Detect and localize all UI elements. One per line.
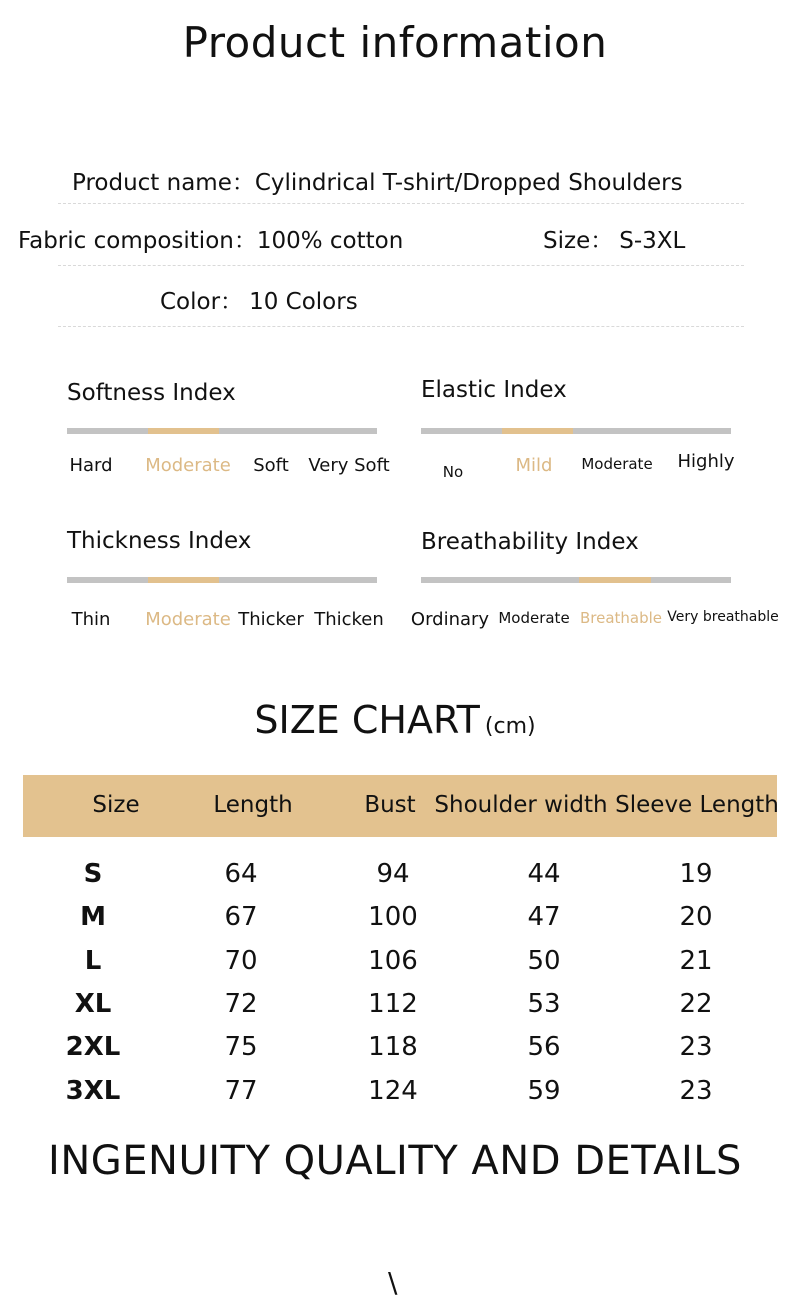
size-cell: S — [83, 859, 103, 889]
measurement-cell: 72 — [224, 988, 258, 1019]
measurement-cell: 100 — [368, 902, 418, 933]
index-bar — [67, 428, 377, 434]
color-label: Color： — [160, 289, 244, 315]
page-title: Product information — [182, 18, 608, 67]
measurement-cell: 21 — [679, 945, 713, 976]
index-level-label: Moderate — [581, 455, 653, 473]
size-row — [543, 222, 685, 255]
measurement-cell: 20 — [679, 902, 713, 933]
index-level-label: Breathable — [579, 609, 663, 627]
size-cell: L — [84, 945, 102, 976]
measurement-cell: 94 — [376, 859, 410, 889]
measurement-cell: 67 — [224, 902, 258, 933]
details-heading: INGENUITY QUALITY AND DETAILS — [48, 1138, 742, 1184]
index-bar-fill — [502, 428, 574, 434]
index-level-label: Mild — [515, 455, 553, 476]
column-header: Sleeve Length — [615, 792, 779, 818]
index-title: Softness Index — [67, 380, 236, 406]
index-level-label: Ordinary — [410, 609, 490, 630]
divider — [58, 265, 744, 266]
measurement-cell: 56 — [527, 1032, 561, 1063]
index-level-label: Thicken — [314, 609, 384, 630]
index-level-label: No — [442, 463, 464, 481]
index-bar-fill — [148, 577, 220, 583]
size-chart-title — [0, 698, 790, 742]
color-value: 10 Colors — [249, 289, 358, 315]
measurement-cell: 23 — [679, 1075, 713, 1106]
product-name-label: Product name： — [72, 170, 255, 196]
index-title: Thickness Index — [67, 528, 252, 554]
measurement-cell: 59 — [527, 1075, 561, 1106]
index-level-label: Moderate — [145, 609, 231, 630]
size-chart-heading: SIZE CHART — [254, 698, 480, 742]
measurement-cell: 19 — [679, 859, 713, 889]
color-row — [160, 283, 358, 316]
column-header: Length — [213, 792, 293, 818]
size-chart-header — [23, 775, 777, 837]
measurement-cell: 22 — [679, 988, 713, 1019]
index-bar — [421, 428, 731, 434]
divider — [58, 203, 744, 204]
index-title: Breathability Index — [421, 529, 639, 555]
measurement-cell: 53 — [527, 988, 561, 1019]
index-level-label: Thicker — [238, 609, 304, 630]
size-cell: 2XL — [65, 1032, 121, 1063]
size-value: S-3XL — [619, 228, 686, 254]
size-cell: M — [80, 902, 106, 933]
measurement-cell: 70 — [224, 945, 258, 976]
measurement-cell: 77 — [224, 1075, 258, 1106]
fabric-row — [18, 222, 403, 255]
column-header: Shoulder width — [434, 792, 608, 818]
index-level-label: Moderate — [498, 609, 570, 627]
size-chart-unit: (cm) — [484, 714, 536, 739]
index-bar — [421, 577, 731, 583]
measurement-cell: 112 — [368, 988, 418, 1019]
index-level-label: Very breathable — [667, 609, 779, 625]
index-level-label: Thin — [71, 609, 111, 630]
divider — [58, 326, 744, 327]
measurement-cell: 75 — [224, 1032, 258, 1063]
index-level-label: Soft — [253, 455, 289, 476]
column-header: Bust — [364, 792, 416, 818]
index-bar-fill — [579, 577, 651, 583]
product-name-value: Cylindrical T-shirt/Dropped Shoulders — [254, 170, 683, 196]
fabric-value: 100% cotton — [256, 228, 404, 254]
index-level-label: Highly — [677, 451, 735, 472]
size-cell: 3XL — [65, 1075, 121, 1106]
stroke-mark: \ — [388, 1266, 398, 1299]
fabric-label: Fabric composition： — [18, 228, 257, 254]
measurement-cell: 50 — [527, 945, 561, 976]
measurement-cell: 118 — [368, 1032, 418, 1063]
measurement-cell: 64 — [224, 859, 258, 889]
measurement-cell: 23 — [679, 1032, 713, 1063]
index-bar-fill — [148, 428, 220, 434]
index-bar — [67, 577, 377, 583]
size-cell: XL — [74, 988, 112, 1019]
measurement-cell: 106 — [368, 945, 418, 976]
product-name-row — [72, 164, 683, 197]
size-label: Size： — [543, 228, 614, 254]
index-level-label: Moderate — [145, 455, 231, 476]
index-title: Elastic Index — [421, 377, 567, 403]
index-level-label: Very Soft — [308, 455, 390, 476]
column-header: Size — [92, 792, 140, 818]
index-level-label: Hard — [69, 455, 113, 476]
measurement-cell: 124 — [368, 1075, 418, 1106]
measurement-cell: 44 — [527, 859, 561, 889]
measurement-cell: 47 — [527, 902, 561, 933]
